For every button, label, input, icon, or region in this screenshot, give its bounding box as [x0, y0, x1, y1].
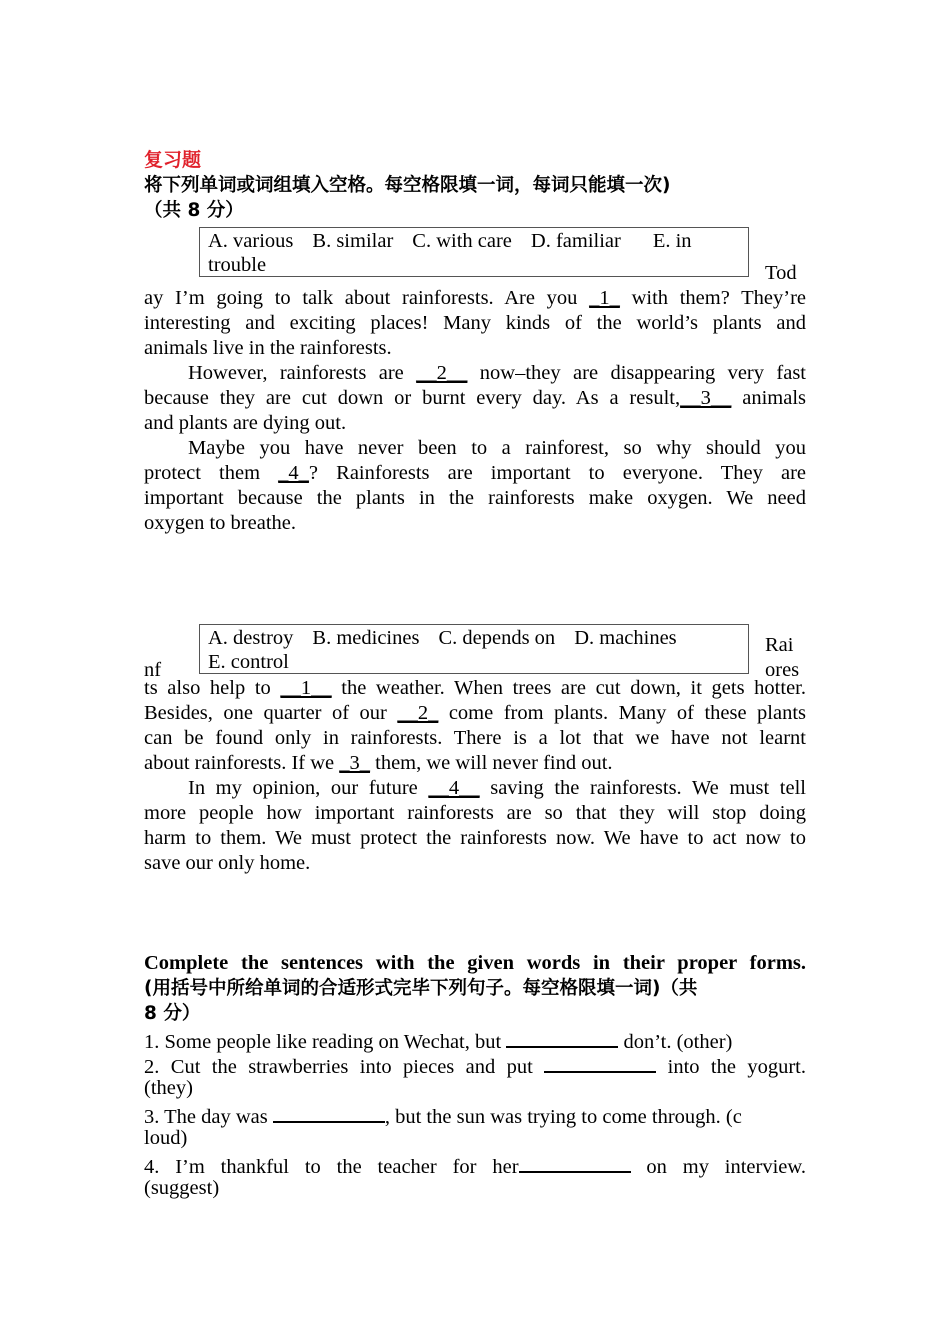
part3-score: 8 分） — [144, 1003, 201, 1024]
sentence-3-hint: loud) — [144, 1127, 188, 1149]
sentence-2: 2. Cut the strawberries into pieces and put into the yogurt. — [144, 1051, 806, 1076]
part3-instruction: Complete the sentences with the given words in their proper forms. — [144, 952, 806, 974]
option-b: B. similar — [312, 230, 394, 252]
answer-line-3[interactable] — [273, 1101, 385, 1123]
sentence-3: 3. The day was , but the sun was trying to come through. (c — [144, 1101, 806, 1126]
wrapped-word-right-2: ores — [765, 659, 800, 681]
p4-line4: about rainforests. If we _3_ them, we will never find out. — [144, 752, 613, 774]
wrapped-word-start: Tod — [765, 262, 797, 284]
blank-2-3: _3_ — [339, 752, 371, 774]
option-e: E. in — [652, 230, 692, 252]
p4-line1: ts also help to __1__ the weather. When trees are cut down, it gets hotter. — [144, 677, 806, 699]
part2-word-box — [199, 624, 749, 674]
part2-wordbox-area — [144, 624, 806, 681]
part1-wordbox-area — [144, 223, 806, 286]
answer-line-2[interactable] — [544, 1051, 656, 1073]
blank-3: __3__ — [680, 387, 732, 409]
p4-line3: can be found only in rainforests. There is a lot that we have not learnt — [144, 727, 806, 749]
option2-e: E. control — [208, 651, 289, 673]
blank-2: __2__ — [416, 362, 468, 384]
p1-line2: interesting and exciting places! Many kinds of the world’s plants and — [144, 312, 806, 334]
blank-1: _1_ — [589, 287, 620, 309]
option2-b: B. medicines — [312, 627, 420, 649]
section-title: 复习题 — [144, 149, 202, 171]
option-a: A. various — [208, 230, 294, 252]
option2-c: C. depends on — [438, 627, 556, 649]
p2-line3: and plants are dying out. — [144, 412, 347, 434]
option-e-continued: trouble — [208, 254, 267, 276]
option-c: C. with care — [412, 230, 512, 252]
blank-2-2: __2_ — [397, 702, 439, 724]
option2-d: D. machines — [574, 627, 677, 649]
p3-line1: Maybe you have never been to a rainforest, so why should you — [188, 437, 806, 459]
blank-4: _4_ — [278, 462, 309, 484]
part1-score: （共 8 分） — [144, 200, 244, 221]
sentence-2-hint: (they) — [144, 1077, 193, 1099]
p2-line1: However, rainforests are __2__ now–they are disappearing very fast — [188, 362, 806, 384]
answer-line-4[interactable] — [519, 1151, 631, 1173]
worksheet-page — [144, 148, 806, 1201]
p5-line3: harm to them. We must protect the rainforests now. We have to act now to — [144, 827, 806, 849]
sentence-4-hint: (suggest) — [144, 1177, 220, 1199]
p3-line2: protect them _4_? Rainforests are important to everyone. They are — [144, 462, 807, 484]
part1-instruction: 将下列单词或词组填入空格。每空格限填一词，每词只能填一次) — [144, 175, 671, 196]
part3-instruction-cn: (用括号中所给单词的合适形式完毕下列句子。每空格限填一词)（共 — [144, 978, 698, 999]
wrapped-word-right-1: Rai — [765, 634, 794, 656]
option2-a: A. destroy — [208, 627, 294, 649]
p5-line2: more people how important rainforests are so that they will stop doing — [144, 802, 806, 824]
sentence-4: 4. I’m thankful to the teacher for her on my interview. — [144, 1151, 806, 1176]
p1-line3: animals live in the rainforests. — [144, 337, 392, 359]
option-d: D. familiar — [530, 230, 621, 252]
part1-word-box — [199, 227, 749, 277]
blank-2-4: __4__ — [428, 777, 480, 799]
p5-line1: In my opinion, our future __4__ saving the rainforests. We must tell — [188, 777, 806, 799]
sentence-1: 1. Some people like reading on Wechat, but don’t. (other) — [144, 1026, 806, 1051]
p2-line2: because they are cut down or burnt every day. As a result,__3__ animals — [144, 387, 806, 409]
p4-line2: Besides, one quarter of our __2_ come from plants. Many of these plants — [144, 702, 807, 724]
wrapped-word-left: nf — [144, 659, 162, 681]
p3-line4: oxygen to breathe. — [144, 512, 296, 534]
answer-line-1[interactable] — [506, 1026, 618, 1048]
blank-2-1: __1__ — [280, 677, 332, 699]
p3-line3: important because the plants in the rainforests make oxygen. We need — [144, 487, 806, 509]
p5-line4: save our only home. — [144, 852, 311, 874]
p1-line1: ay I’m going to talk about rainforests. Are you _1_ with them? They’re — [144, 287, 806, 309]
